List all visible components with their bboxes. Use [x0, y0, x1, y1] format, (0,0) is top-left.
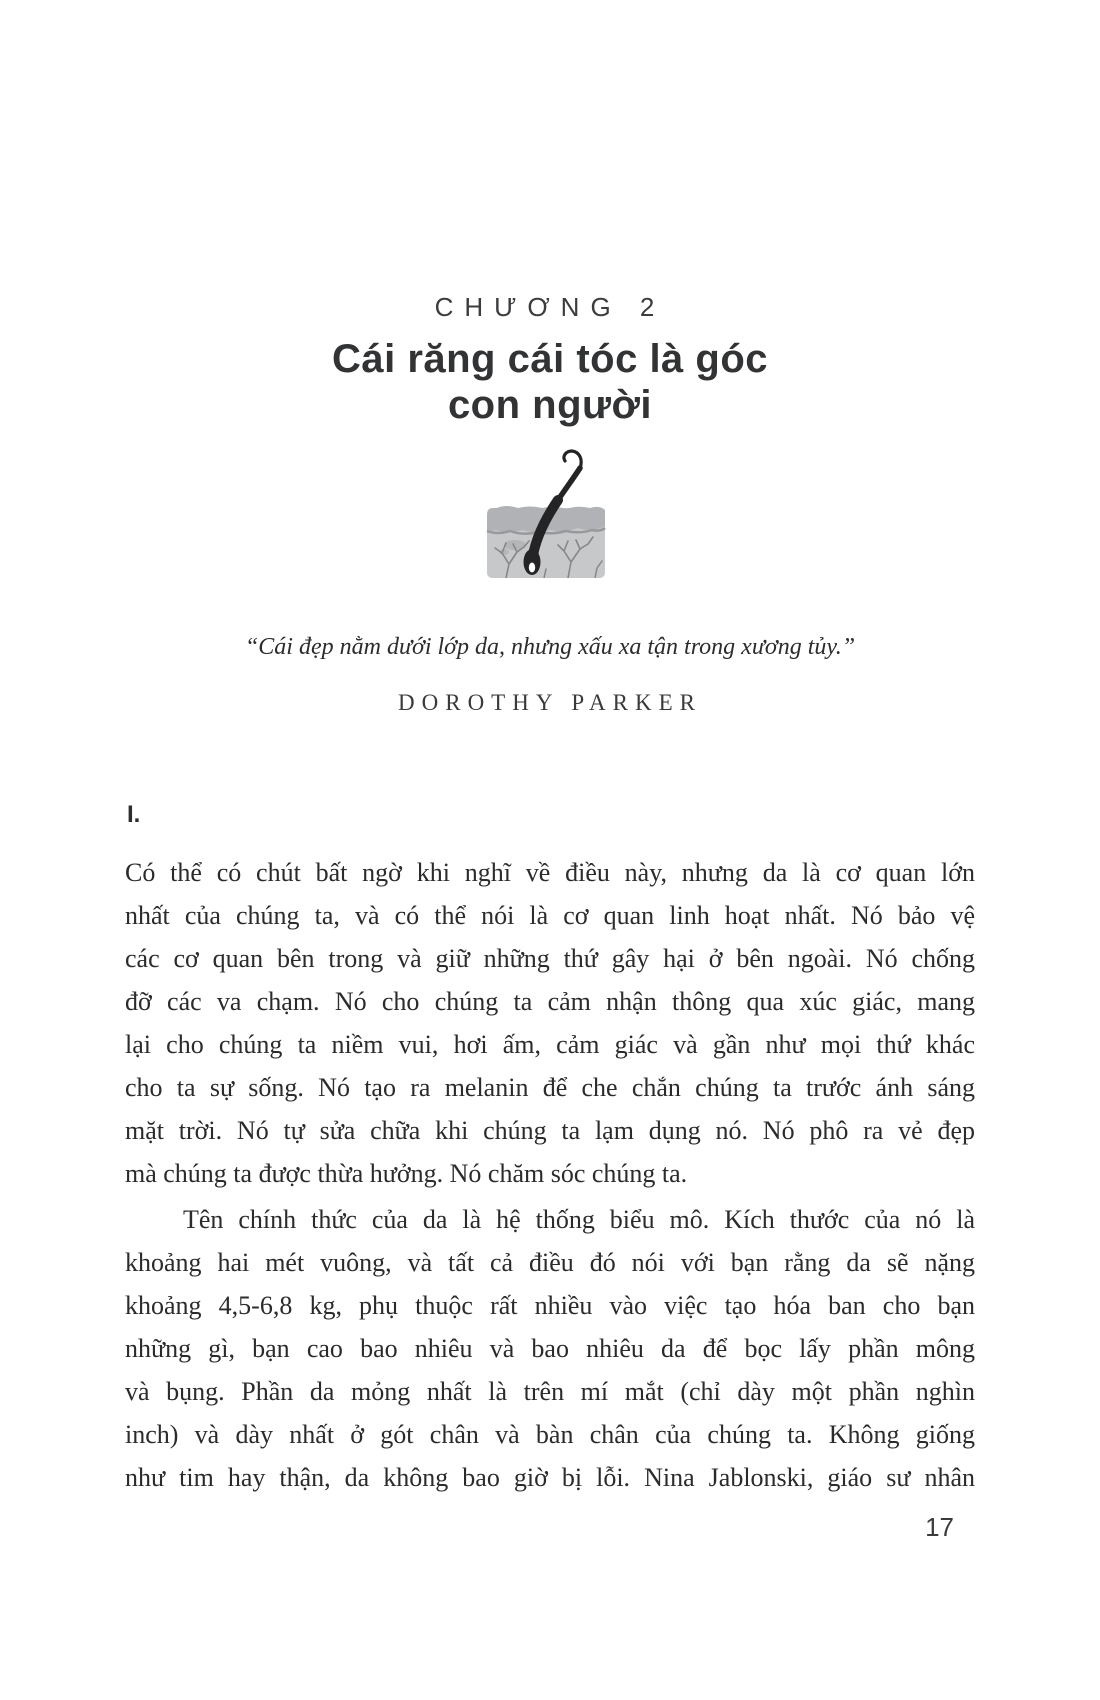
- body-text-line: mặt trời. Nó tự sửa chữa khi chúng ta lạm dụng nó. Nó phô ra vẻ đẹp: [125, 1116, 975, 1145]
- body-text-line: inch) và dày nhất ở gót chân và bàn chân của chúng ta. Không giống: [125, 1420, 975, 1449]
- paragraph-2: [125, 1198, 975, 1499]
- chapter-kicker: CHƯƠNG 2: [434, 292, 666, 322]
- chapter-title: [0, 336, 1100, 428]
- chapter-title-line1: Cái răng cái tóc là góc: [331, 337, 769, 381]
- epigraph-quote: “Cái đẹp nằm dưới lớp da, nhưng xấu xa tận trong xương tủy.”: [244, 634, 856, 660]
- chapter-illustration: [440, 448, 660, 583]
- follicle-papilla: [529, 563, 535, 573]
- body-text-line: Có thể có chút bất ngờ khi nghĩ về điều này, nhưng da là cơ quan lớn: [125, 858, 975, 887]
- hair-shaft-upper: [556, 468, 580, 503]
- body-text-line: và bụng. Phần da mỏng nhất là trên mí mắt (chỉ dày một phần nghìn: [125, 1377, 975, 1406]
- body-text-line: đỡ các va chạm. Nó cho chúng ta cảm nhận thông qua xúc giác, mang: [125, 987, 975, 1016]
- body-text-line: nhất của chúng ta, và có thể nói là cơ quan linh hoạt nhất. Nó bảo vệ: [125, 901, 975, 930]
- chapter-title-line2: con người: [447, 383, 653, 427]
- body-text-line: cho ta sự sống. Nó tạo ra melanin để che chắn chúng ta trước ánh sáng: [125, 1073, 975, 1102]
- body-text-line: những gì, bạn cao bao nhiêu và bao nhiêu da để bọc lấy phần mông: [125, 1334, 975, 1363]
- body-text-line: Tên chính thức của da là hệ thống biểu mô. Kích thước của nó là: [183, 1205, 975, 1234]
- body-text-line: các cơ quan bên trong và giữ những thứ gây hại ở bên ngoài. Nó chống: [125, 944, 975, 973]
- body-text-line: khoảng 4,5-6,8 kg, phụ thuộc rất nhiều vào việc tạo hóa ban cho bạn: [125, 1291, 975, 1320]
- section-label: I.: [127, 801, 141, 828]
- body-text-line: như tim hay thận, da không bao giờ bị lỗi. Nina Jablonski, giáo sư nhân: [125, 1463, 975, 1492]
- paragraph-1: [125, 851, 975, 1195]
- body-text-line: khoảng hai mét vuông, và tất cả điều đó nói với bạn rằng da sẽ nặng: [125, 1248, 975, 1277]
- hair-tip-curl: [564, 451, 581, 468]
- hair-follicle-illustration: [440, 448, 660, 578]
- page-number: 17: [925, 1512, 954, 1542]
- body-text-line: mà chúng ta được thừa hưởng. Nó chăm sóc chúng ta.: [125, 1159, 688, 1188]
- body-text-line: lại cho chúng ta niềm vui, hơi ấm, cảm giác và gần như mọi thứ khác: [125, 1030, 975, 1059]
- epigraph-attribution: DOROTHY PARKER: [398, 690, 702, 715]
